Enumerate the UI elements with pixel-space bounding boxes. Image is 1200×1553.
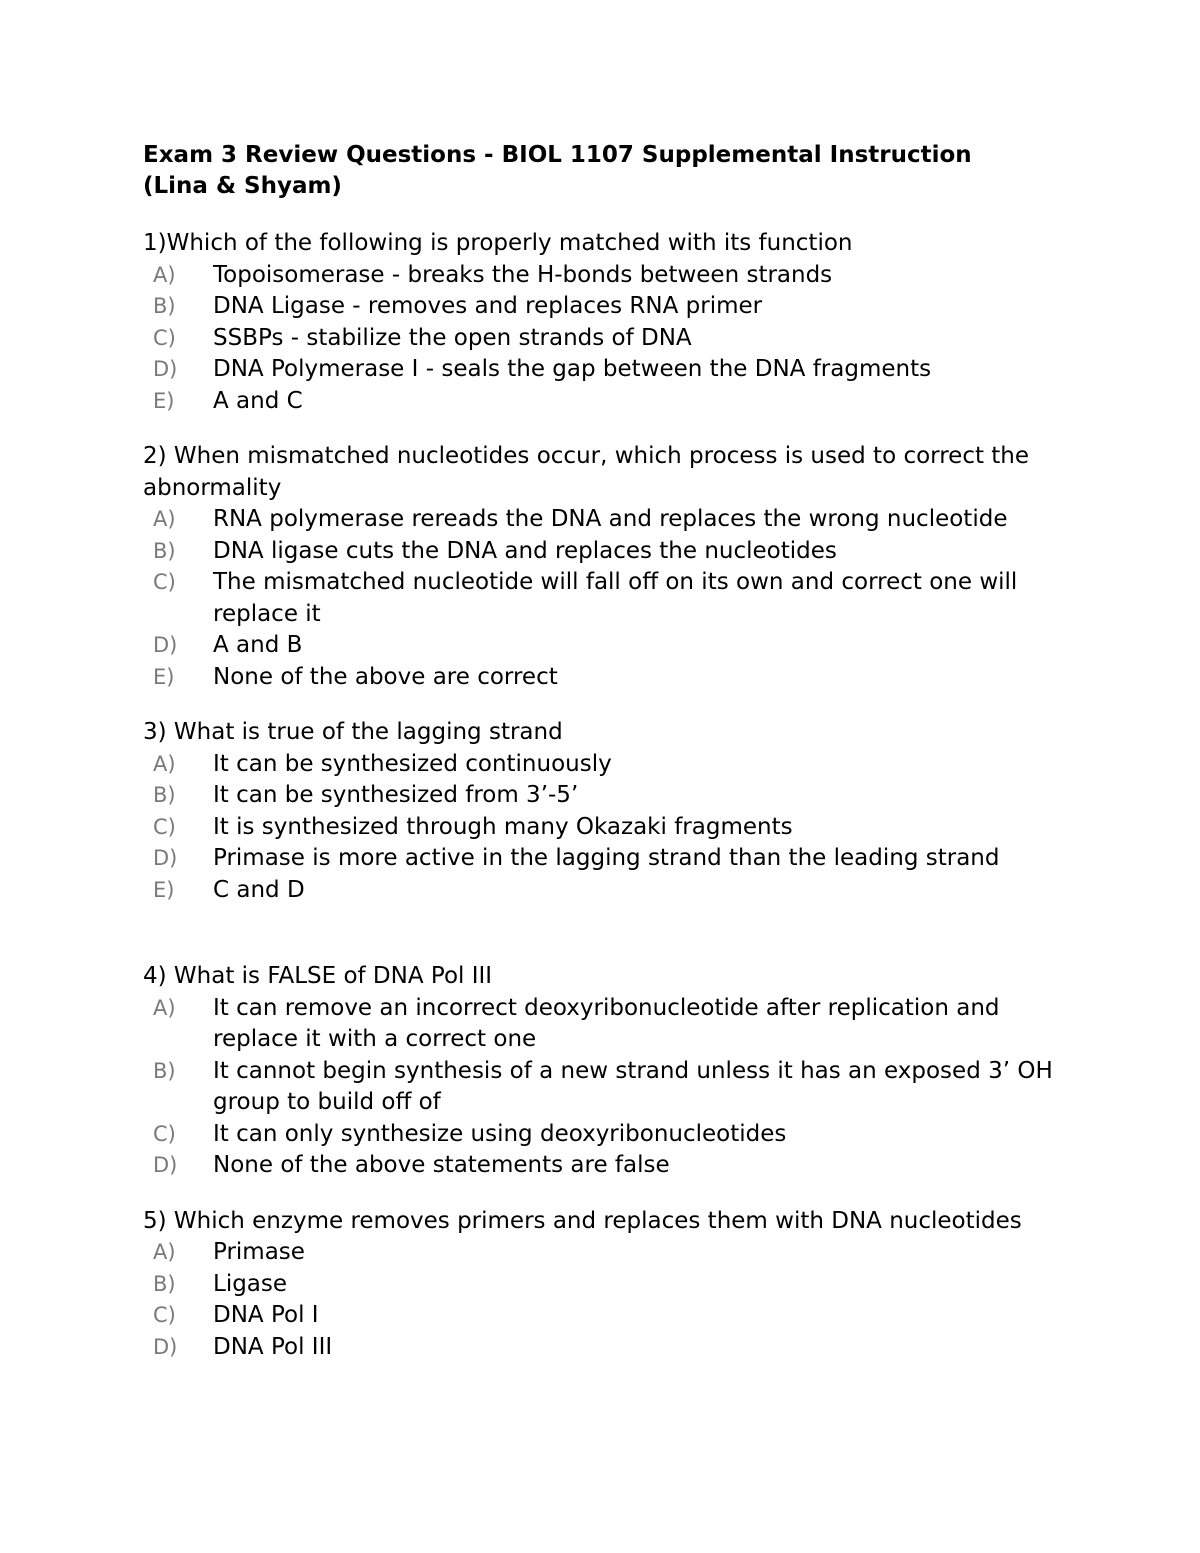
option-3c	[143, 812, 1063, 844]
option-3d	[143, 843, 1063, 875]
option-text: It can only synthesize using deoxyribonucleotides	[213, 1120, 787, 1147]
option-4d	[143, 1150, 1063, 1182]
option-text: It cannot begin synthesis of a new strand unless it has an exposed 3’ OH group to build off of	[213, 1057, 1053, 1115]
option-5d	[143, 1332, 1063, 1364]
option-letter: C)	[153, 814, 176, 839]
option-2a	[143, 504, 1063, 536]
option-letter: A)	[153, 995, 176, 1020]
option-letter: C)	[153, 570, 176, 594]
option-text: DNA ligase cuts the DNA and replaces the nucleotides	[213, 537, 837, 564]
option-text: SSBPs - stabilize the open strands of DNA	[213, 324, 692, 351]
option-letter: B)	[153, 538, 176, 563]
question-2-options	[143, 504, 1063, 693]
option-text: A and B	[213, 632, 303, 658]
option-text: C and D	[213, 876, 305, 903]
option-3e	[143, 875, 1063, 907]
option-1c	[143, 323, 1063, 355]
option-letter: D)	[153, 1153, 178, 1177]
option-5c	[143, 1300, 1063, 1332]
document-title	[143, 140, 1063, 202]
option-letter: D)	[153, 1334, 178, 1359]
question-1-options	[143, 260, 1063, 418]
option-letter: D)	[153, 633, 178, 657]
option-text: It is synthesized through many Okazaki fragments	[213, 813, 793, 840]
option-4b	[143, 1056, 1063, 1119]
option-letter: A)	[153, 751, 176, 776]
question-4-options	[143, 993, 1063, 1182]
option-4c	[143, 1119, 1063, 1151]
question-3-text: 3) What is true of the lagging strand	[143, 719, 563, 745]
option-letter: A)	[153, 262, 176, 287]
option-1e	[143, 386, 1063, 418]
option-4a	[143, 993, 1063, 1056]
option-letter: E)	[153, 664, 175, 689]
option-text: DNA Ligase - removes and replaces RNA primer	[213, 293, 763, 319]
option-3a	[143, 749, 1063, 781]
option-3b	[143, 780, 1063, 812]
question-1	[143, 228, 1063, 417]
option-text: Ligase	[213, 1270, 288, 1297]
option-1b	[143, 291, 1063, 323]
option-letter: B)	[153, 1058, 176, 1083]
option-text: Primase is more active in the lagging strand than the leading strand	[213, 845, 1000, 871]
title-line-1: Exam 3 Review Questions - BIOL 1107 Supplemental Instruction	[143, 142, 972, 168]
option-text: None of the above statements are false	[213, 1152, 670, 1178]
option-letter: C)	[153, 1303, 176, 1327]
question-5-options	[143, 1237, 1063, 1363]
option-text: None of the above are correct	[213, 663, 558, 690]
question-5	[143, 1206, 1063, 1364]
option-text: It can remove an incorrect deoxyribonucleotide after replication and replace it with a correct one	[213, 994, 1000, 1052]
option-2d	[143, 630, 1063, 662]
option-letter: D)	[153, 357, 178, 381]
option-2e	[143, 662, 1063, 694]
option-letter: C)	[153, 1121, 176, 1146]
option-text: Topoisomerase - breaks the H-bonds between strands	[213, 261, 833, 288]
option-text: The mismatched nucleotide will fall off on its own and correct one will replace it	[213, 569, 1018, 627]
question-4-text: 4) What is FALSE of DNA Pol III	[143, 963, 493, 989]
question-1-text: 1)Which of the following is properly matched with its function	[143, 230, 853, 256]
option-letter: B)	[153, 1271, 176, 1296]
question-2	[143, 441, 1063, 693]
option-letter: E)	[153, 877, 175, 902]
question-4	[143, 961, 1063, 1182]
question-5-text: 5) Which enzyme removes primers and replaces them with DNA nucleotides	[143, 1207, 1022, 1234]
title-line-2: (Lina & Shyam)	[143, 173, 342, 199]
option-text: DNA Pol I	[213, 1302, 319, 1328]
option-text: DNA Polymerase I - seals the gap between the DNA fragments	[213, 356, 932, 382]
option-text: RNA polymerase rereads the DNA and replaces the wrong nucleotide	[213, 506, 1008, 532]
option-text: DNA Pol III	[213, 1333, 333, 1360]
option-1a	[143, 260, 1063, 292]
option-letter: A)	[153, 1240, 176, 1264]
option-letter: C)	[153, 325, 176, 350]
question-2-text: 2) When mismatched nucleotides occur, which process is used to correct the abnormality	[143, 443, 1030, 501]
option-letter: E)	[153, 388, 175, 413]
option-2c	[143, 567, 1063, 630]
option-1d	[143, 354, 1063, 386]
option-2b	[143, 536, 1063, 568]
question-3-options	[143, 749, 1063, 907]
option-letter: B)	[153, 294, 176, 318]
option-text: It can be synthesized continuously	[213, 750, 612, 777]
option-text: It can be synthesized from 3’-5’	[213, 782, 579, 808]
option-letter: D)	[153, 846, 178, 870]
option-letter: B)	[153, 783, 176, 807]
document-page	[143, 140, 1063, 1387]
question-3	[143, 717, 1063, 906]
option-5a	[143, 1237, 1063, 1269]
option-text: Primase	[213, 1239, 305, 1265]
option-text: A and C	[213, 387, 303, 414]
option-5b	[143, 1269, 1063, 1301]
option-letter: A)	[153, 507, 176, 531]
